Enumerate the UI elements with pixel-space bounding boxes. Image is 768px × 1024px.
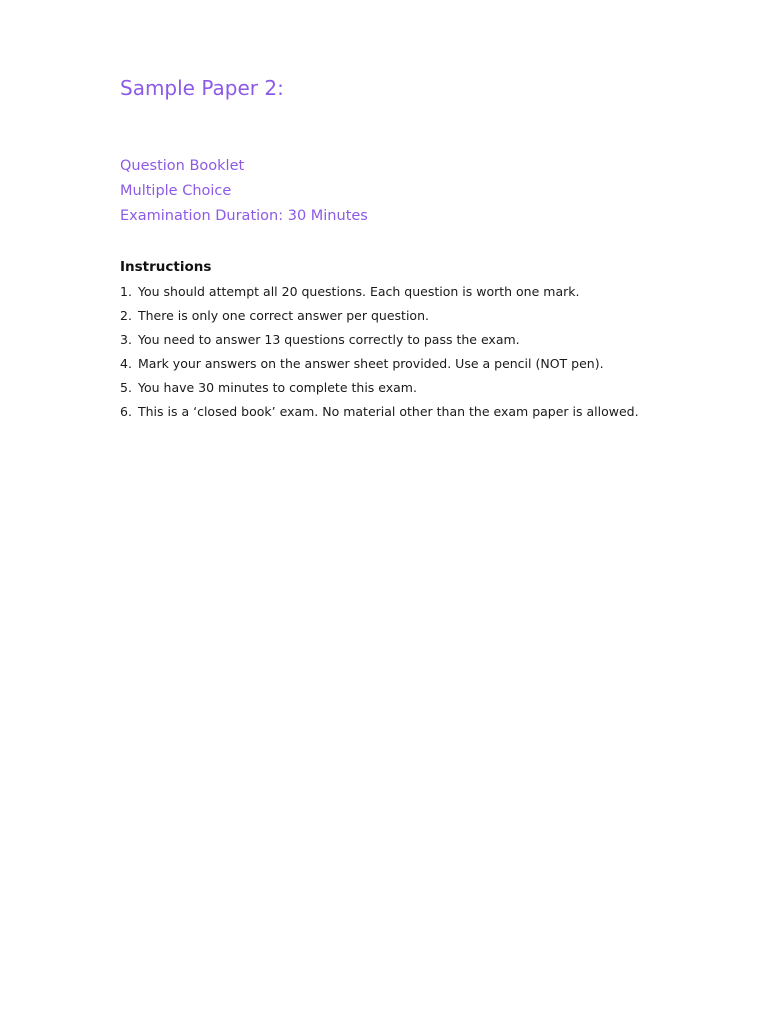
instruction-text: This is a ‘closed book’ exam. No material other than the exam paper is allowed. [138, 404, 639, 419]
document-title: Sample Paper 2: [120, 76, 284, 100]
instruction-number: 6. [120, 404, 132, 419]
instruction-item [120, 376, 639, 400]
instruction-text: Mark your answers on the answer sheet provided. Use a pencil (NOT pen). [138, 356, 604, 371]
instruction-number: 1. [120, 284, 132, 299]
instruction-item [120, 280, 639, 304]
instructions-heading: Instructions [120, 259, 212, 275]
instruction-number: 5. [120, 380, 132, 395]
exam-details [120, 154, 368, 229]
instruction-text: You have 30 minutes to complete this exam. [138, 380, 417, 395]
instruction-item [120, 328, 639, 352]
instruction-number: 4. [120, 356, 132, 371]
instruction-number: 2. [120, 308, 132, 323]
instruction-item [120, 400, 639, 424]
question-format: Multiple Choice [120, 183, 232, 199]
instruction-text: You need to answer 13 questions correctly to pass the exam. [138, 332, 520, 347]
instruction-text: You should attempt all 20 questions. Each question is worth one mark. [138, 284, 580, 299]
exam-duration: Examination Duration: 30 Minutes [120, 208, 368, 224]
instruction-item [120, 352, 639, 376]
instruction-text: There is only one correct answer per question. [138, 308, 429, 323]
instruction-item [120, 304, 639, 328]
instructions-list [120, 280, 639, 424]
booklet-type: Question Booklet [120, 158, 245, 174]
instruction-number: 3. [120, 332, 132, 347]
